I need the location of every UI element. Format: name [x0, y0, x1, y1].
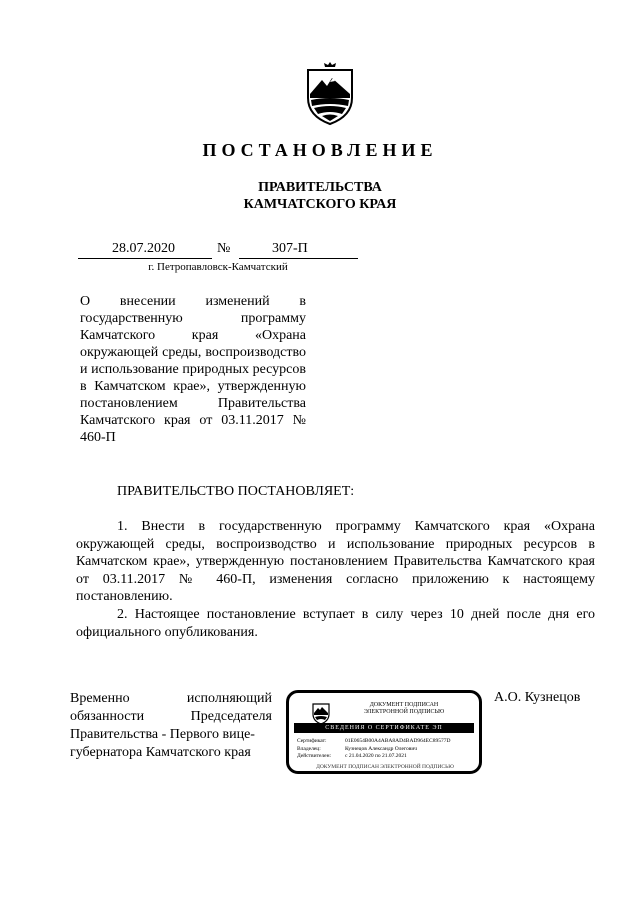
document-type-title: ПОСТАНОВЛЕНИЕ	[202, 140, 438, 160]
body-paragraph: 1. Внести в государственную программу Камчатского края «Охрана окружающей среды, воспроизводство и использование природных ресурсов в Камчатском крае», утвержденную постановлением Правительства Камчатского края от 03.11.2017 № 460-П, изменения согласно приложению к настоящему постановлению.	[76, 519, 595, 604]
position-text: Председателя	[190, 709, 272, 724]
coat-of-arms-emblem	[302, 60, 358, 126]
stamp-header-line: ДОКУМЕНТ ПОДПИСАН	[369, 702, 439, 708]
stamp-label: Сертификат:	[297, 738, 327, 744]
issuer-block	[0, 179, 640, 213]
stamp-band: СВЕДЕНИЯ О СЕРТИФИКАТЕ ЭП	[294, 723, 474, 733]
issuer-line: ПРАВИТЕЛЬСТВА	[258, 180, 382, 195]
stamp-certificate-row	[297, 738, 450, 745]
position-text: исполняющий	[186, 691, 272, 706]
body-paragraph: 2. Настоящее постановление вступает в силу через 10 дней после дня его официального опубликования.	[76, 607, 595, 640]
stamp-value: Кузнецов Александр Олегович	[345, 746, 418, 752]
registration-line	[78, 241, 358, 259]
registration-number: 307-П	[272, 241, 308, 256]
registration-date: 28.07.2020	[112, 241, 175, 256]
date-underline	[78, 258, 212, 259]
signer-name: А.О. Кузнецов	[494, 690, 581, 705]
issuer-line: КАМЧАТСКОГО КРАЯ	[243, 197, 397, 212]
position-text: Правительства - Первого вице-	[70, 727, 255, 742]
position-text: губернатора Камчатского края	[70, 745, 251, 760]
stamp-emblem-icon	[311, 701, 331, 725]
number-underline	[239, 258, 358, 259]
stamp-value: с 21.04.2020 по 21.07.2021	[345, 753, 407, 759]
city-label: г. Петропавловск-Камчатский	[148, 261, 288, 273]
stamp-label: Владелец:	[297, 746, 321, 752]
position-text: обязанности	[70, 709, 145, 724]
resolves-heading: ПРАВИТЕЛЬСТВО ПОСТАНОВЛЯЕТ:	[117, 484, 355, 499]
stamp-owner-row	[297, 746, 417, 753]
signer-position	[70, 690, 272, 762]
document-subject: О внесении изменений в государственную программу Камчатского края «Охрана окружающей среды, воспроизводство и использование природных ресурсов в Камчатском крае», утвержденную постановлением Правительства Камчатского края от 03.11.2017 № 460-П	[80, 294, 306, 445]
number-sign: №	[217, 241, 231, 256]
stamp-footer: ДОКУМЕНТ ПОДПИСАН ЭЛЕКТРОННОЙ ПОДПИСЬЮ	[316, 764, 454, 770]
stamp-value: 01E0654B00A4ABA8AD4BAD964EC89577D	[345, 738, 451, 744]
stamp-header-line: ЭЛЕКТРОННОЙ ПОДПИСЬЮ	[363, 709, 445, 715]
stamp-label: Действителен:	[297, 753, 332, 759]
stamp-header	[349, 702, 459, 716]
position-text: Временно	[70, 691, 130, 706]
stamp-validity-row	[297, 753, 407, 760]
electronic-signature-stamp	[286, 690, 482, 774]
